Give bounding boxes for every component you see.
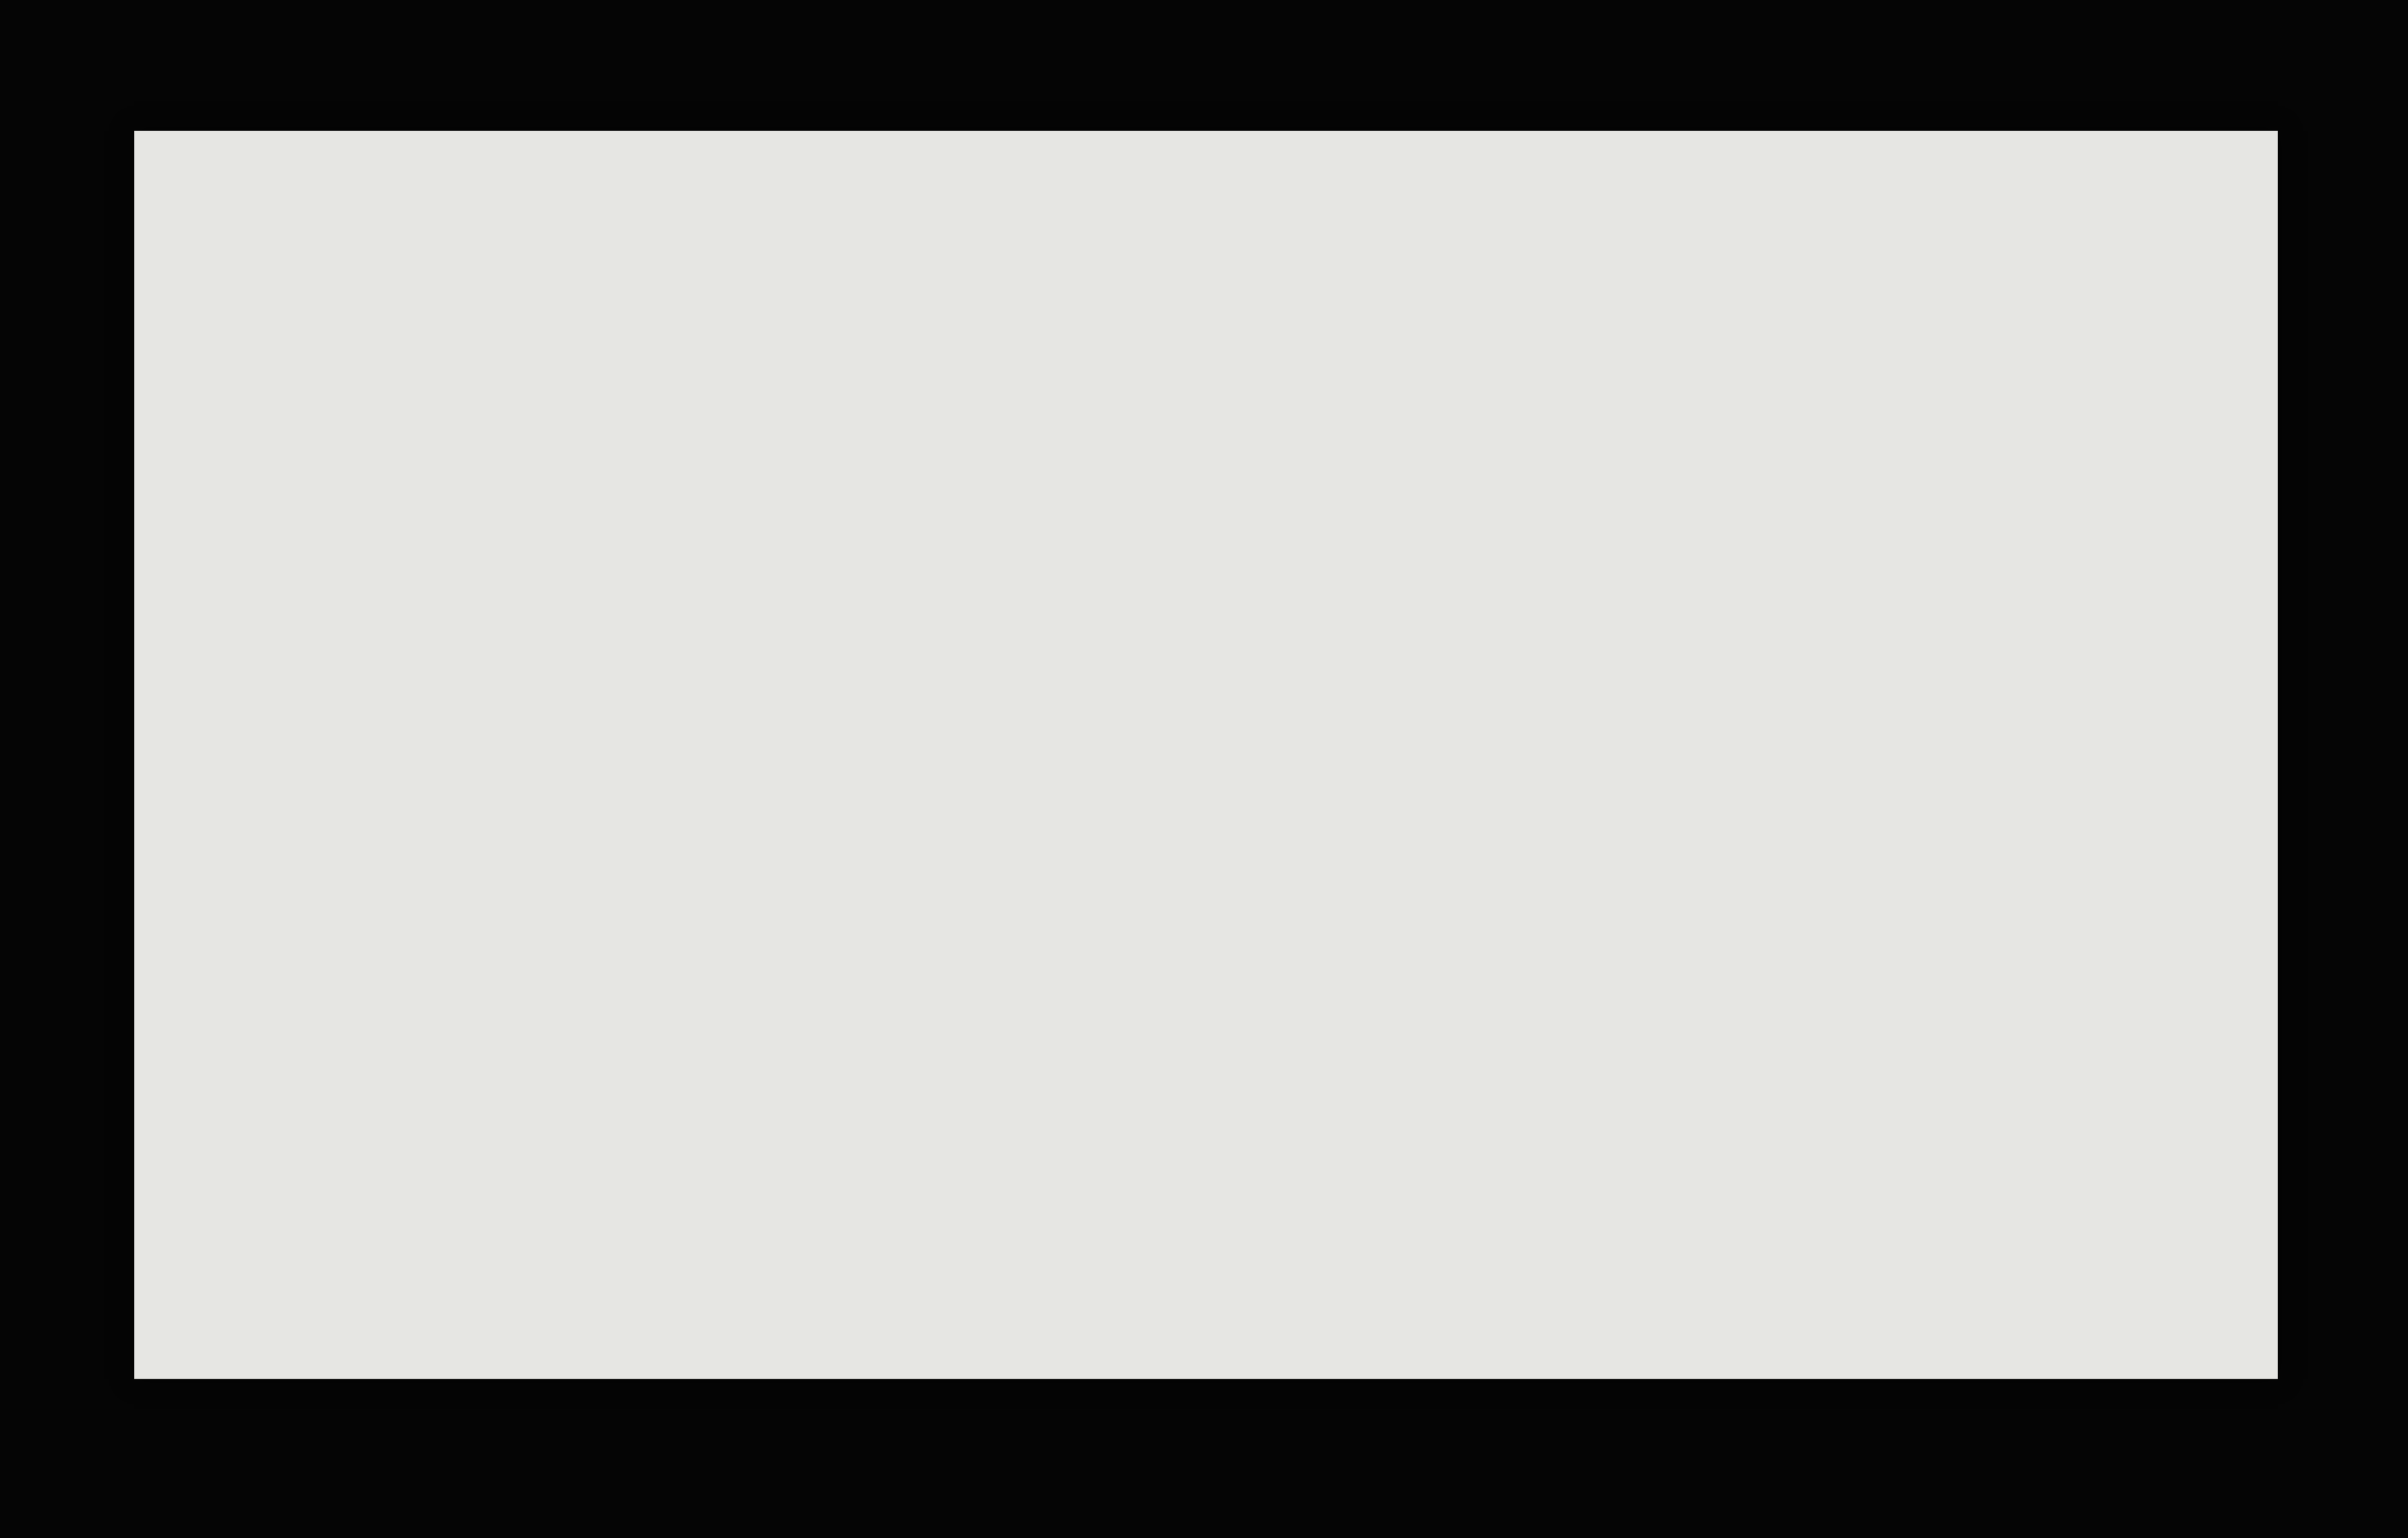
census-card — [134, 131, 2278, 1379]
